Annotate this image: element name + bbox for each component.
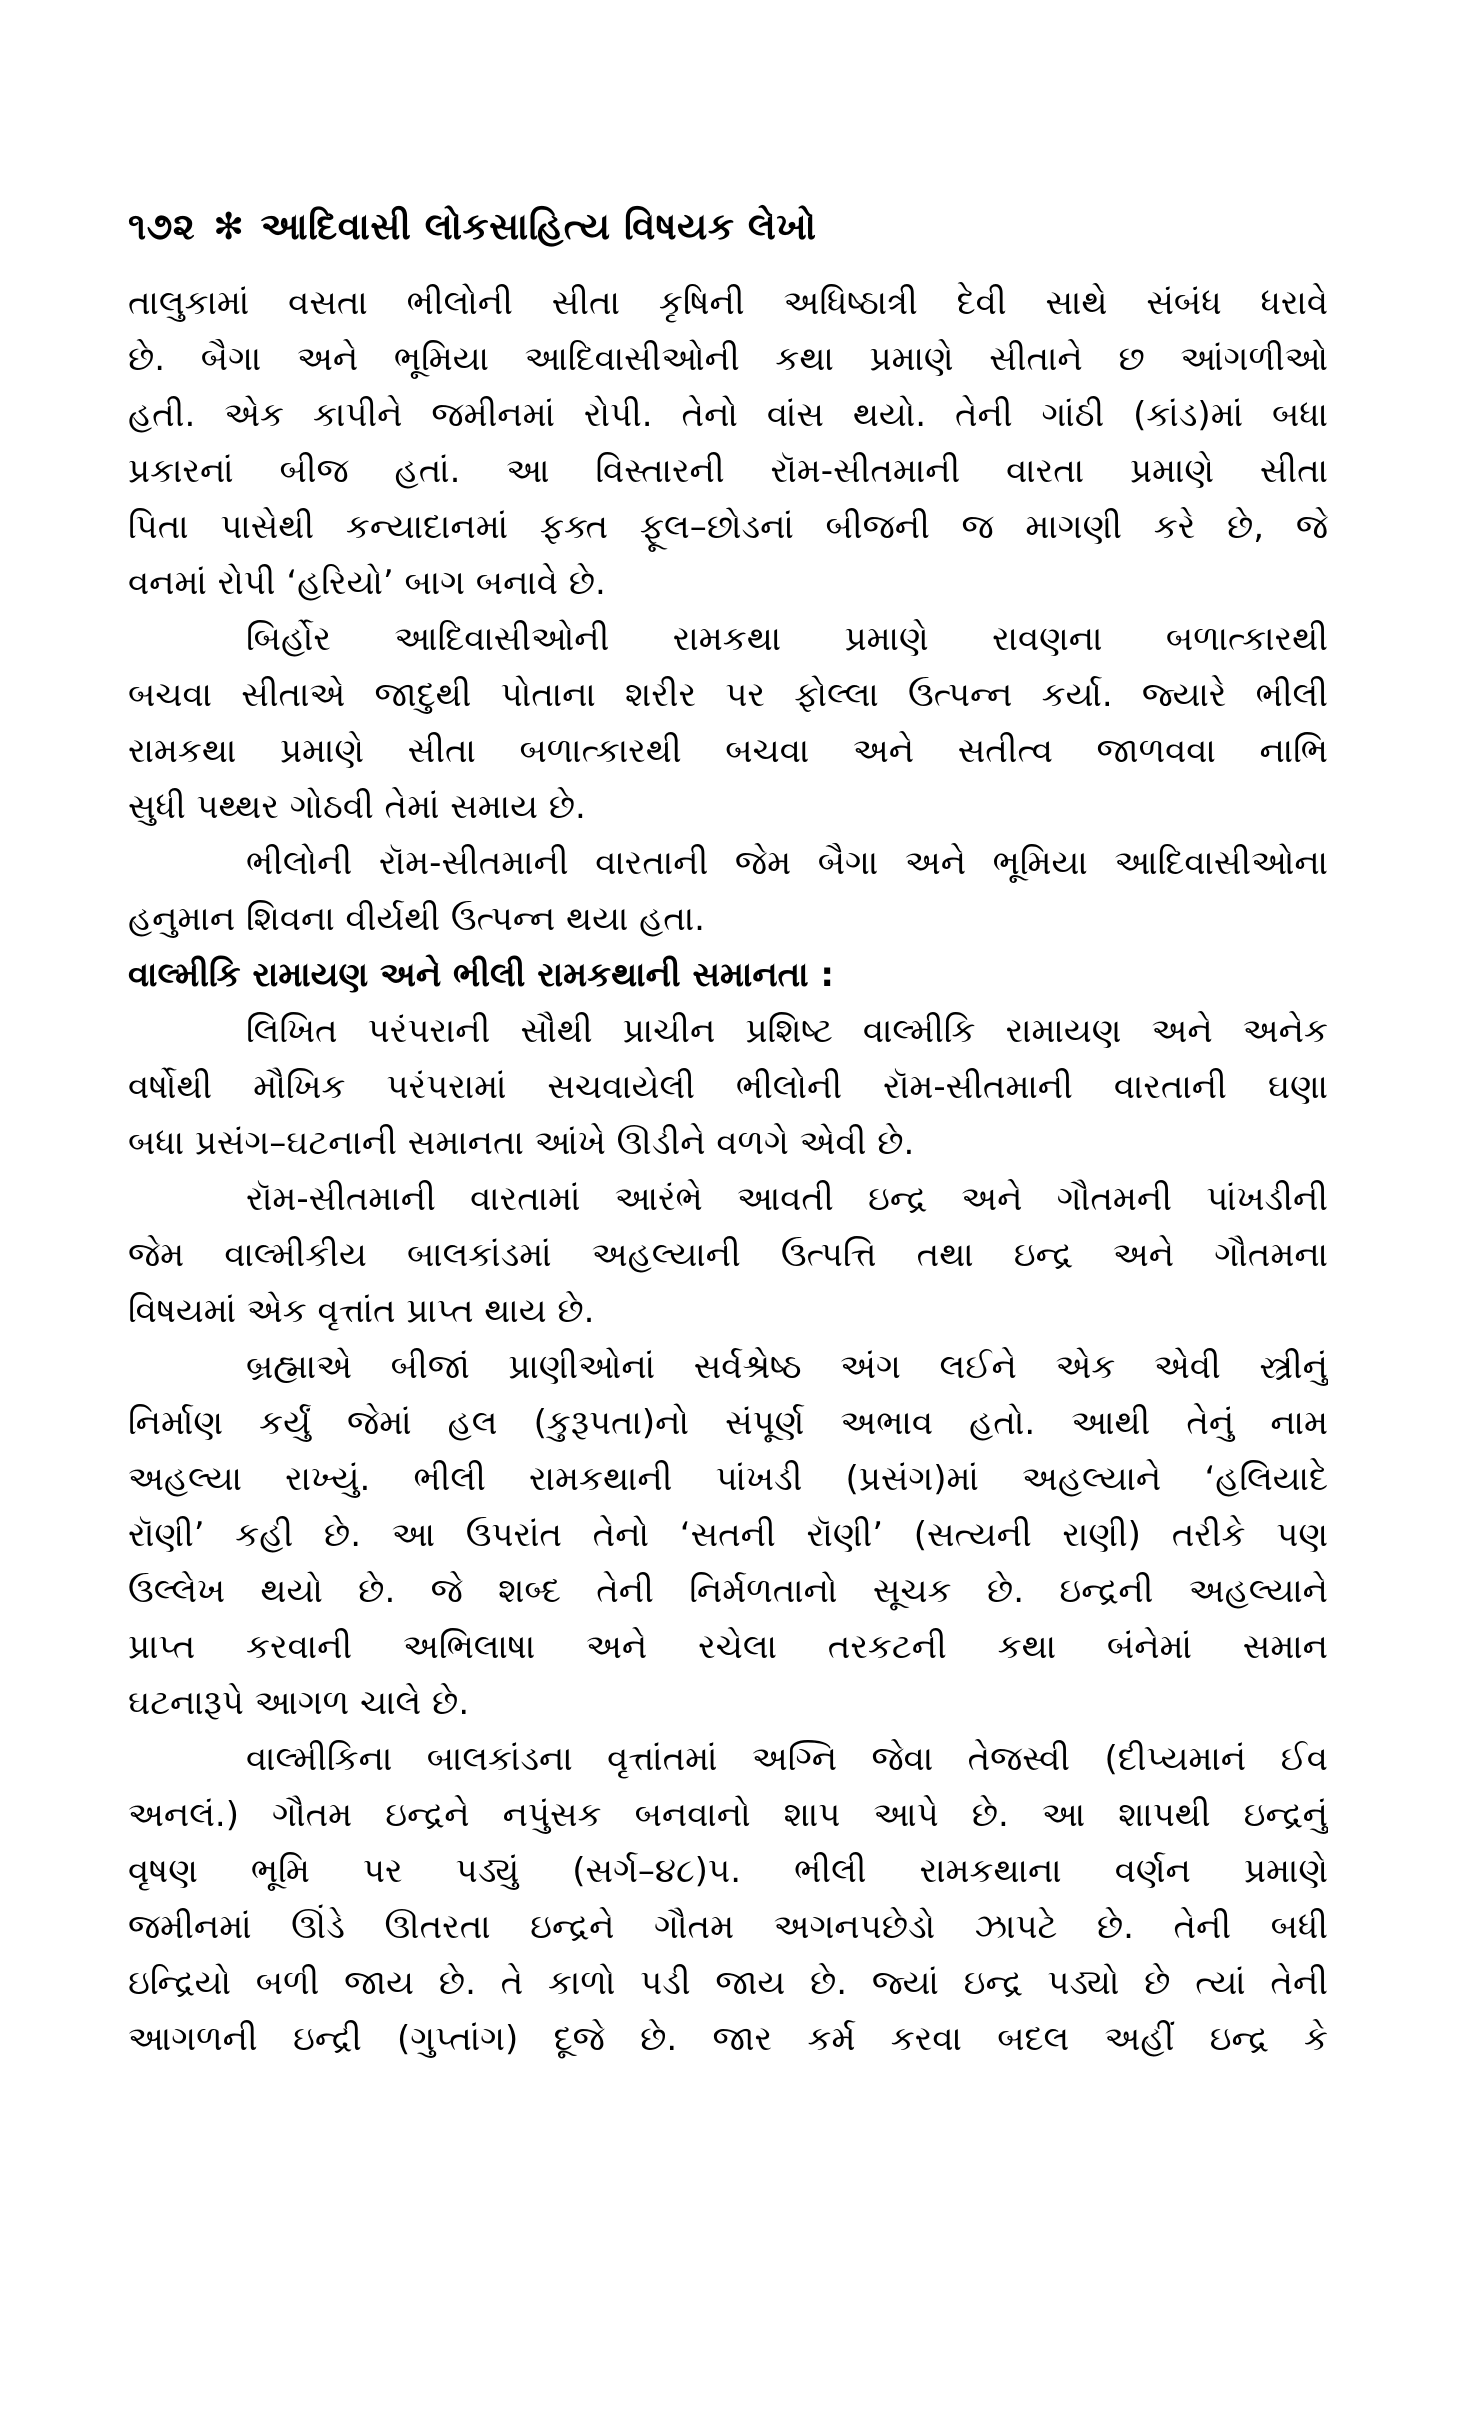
text-line: પિતા પાસેથી કન્યાદાનમાં ફક્ત ફૂલ–છોડનાં બીજની જ માગણી કરે છે, જે [128, 507, 1328, 547]
text-line: વિષયમાં એક વૃત્તાંત પ્રાપ્ત થાય છે. [128, 1291, 595, 1331]
body-text [128, 275, 1328, 2067]
paragraph-start: ભીલોની રૉમ-સીતમાની વારતાની જેમ બૈગા અને ભૂમિયા આદિવાસીઓના [246, 843, 1328, 883]
text-line: વર્ષોથી મૌખિક પરંપરામાં સચવાયેલી ભીલોની રૉમ-સીતમાની વારતાની ઘણા [128, 1067, 1328, 1107]
star-separator-icon: ✻ [213, 205, 245, 248]
text-line: બધા પ્રસંગ–ઘટનાની સમાનતા આંખે ઊડીને વળગે એવી છે. [128, 1123, 915, 1163]
paragraph-start: રૉમ-સીતમાની વારતામાં આરંભે આવતી ઇન્દ્ર અને ગૌતમની પાંખડીની [246, 1179, 1328, 1219]
paragraph-start: બ્રહ્માએ બીજાં પ્રાણીઓનાં સર્વશ્રેષ્ઠ અંગ લઈને એક એવી સ્ત્રીનું [246, 1347, 1328, 1387]
paragraph-start: લિખિત પરંપરાની સૌથી પ્રાચીન પ્રશિષ્ટ વાલ્મીકિ રામાયણ અને અનેક [246, 1011, 1328, 1051]
text-line: છે. બૈગા અને ભૂમિયા આદિવાસીઓની કથા પ્રમાણે સીતાને છ આંગળીઓ [128, 339, 1328, 379]
text-line: આગળની ઇન્દ્રી (ગુપ્તાંગ) દૂજે છે. જાર કર્મ કરવા બદલ અહીં ઇન્દ્ર કે [128, 2019, 1328, 2059]
page-number: ૧૭૨ [128, 205, 196, 248]
paragraph-start: બિર્હોર આદિવાસીઓની રામકથા પ્રમાણે રાવણના બળાત્કારથી [246, 619, 1328, 659]
text-line: ઘટનારૂપે આગળ ચાલે છે. [128, 1683, 470, 1723]
text-line: ઉલ્લેખ થયો છે. જે શબ્દ તેની નિર્મળતાનો સૂચક છે. ઇન્દ્રની અહલ્યાને [128, 1571, 1328, 1611]
text-line: રામકથા પ્રમાણે સીતા બળાત્કારથી બચવા અને સતીત્વ જાળવવા નાભિ [128, 731, 1328, 771]
text-line: જમીનમાં ઊંડે ઊતરતા ઇન્દ્રને ગૌતમ અગનપછેડો ઝાપટે છે. તેની બધી [128, 1907, 1328, 1947]
text-line: વૃષણ ભૂમિ પર પડ્યું (સર્ગ–૪૮)૫. ભીલી રામકથાના વર્ણન પ્રમાણે [128, 1851, 1328, 1891]
text-line: ઇન્દ્રિયો બળી જાય છે. તે કાળો પડી જાય છે. જ્યાં ઇન્દ્ર પડ્યો છે ત્યાં તેની [128, 1963, 1328, 2003]
text-line: જેમ વાલ્મીકીય બાલકાંડમાં અહલ્યાની ઉત્પત્તિ તથા ઇન્દ્ર અને ગૌતમના [128, 1235, 1328, 1275]
section-heading: વાલ્મીકિ રામાયણ અને ભીલી રામકથાની સમાનતા : [128, 955, 834, 995]
book-title: આદિવાસી લોકસાહિત્ય વિષયક લેખો [260, 205, 817, 248]
page-header [128, 205, 1328, 249]
text-line: પ્રકારનાં બીજ હતાં. આ વિસ્તારની રૉમ-સીતમાની વારતા પ્રમાણે સીતા [128, 451, 1328, 491]
text-line: બચવા સીતાએ જાદુથી પોતાના શરીર પર ફોલ્લા ઉત્પન્ન કર્યા. જ્યારે ભીલી [128, 675, 1328, 715]
text-line: રૉણી’ કહી છે. આ ઉપરાંત તેનો ‘સતની રૉણી’ (સત્યની રાણી) તરીકે પણ [128, 1515, 1328, 1555]
text-line: વનમાં રોપી ‘હરિયો’ બાગ બનાવે છે. [128, 563, 606, 603]
text-line: અનલં.) ગૌતમ ઇન્દ્રને નપુંસક બનવાનો શાપ આપે છે. આ શાપથી ઇન્દ્રનું [128, 1795, 1328, 1835]
paragraph-start: વાલ્મીકિના બાલકાંડના વૃત્તાંતમાં અગ્નિ જેવા તેજસ્વી (દીપ્યમાનં ઈવ [246, 1739, 1328, 1779]
text-line: અહલ્યા રાખ્યું. ભીલી રામકથાની પાંખડી (પ્રસંગ)માં અહલ્યાને ‘હલિયાદે [128, 1459, 1328, 1499]
text-line: તાલુકામાં વસતા ભીલોની સીતા કૃષિની અધિષ્ઠાત્રી દેવી સાથે સંબંધ ધરાવે [128, 283, 1328, 323]
text-line: પ્રાપ્ત કરવાની અભિલાષા અને રચેલા તરકટની કથા બંનેમાં સમાન [128, 1627, 1328, 1667]
text-line: નિર્માણ કર્યું જેમાં હલ (કુરૂપતા)નો સંપૂર્ણ અભાવ હતો. આથી તેનું નામ [128, 1403, 1328, 1443]
text-line: હતી. એક કાપીને જમીનમાં રોપી. તેનો વાંસ થયો. તેની ગાંઠી (કાંડ)માં બધા [128, 395, 1328, 435]
text-line: હનુમાન શિવના વીર્યથી ઉત્પન્ન થયા હતા. [128, 899, 705, 939]
text-line: સુધી પથ્થર ગોઠવી તેમાં સમાય છે. [128, 787, 586, 827]
